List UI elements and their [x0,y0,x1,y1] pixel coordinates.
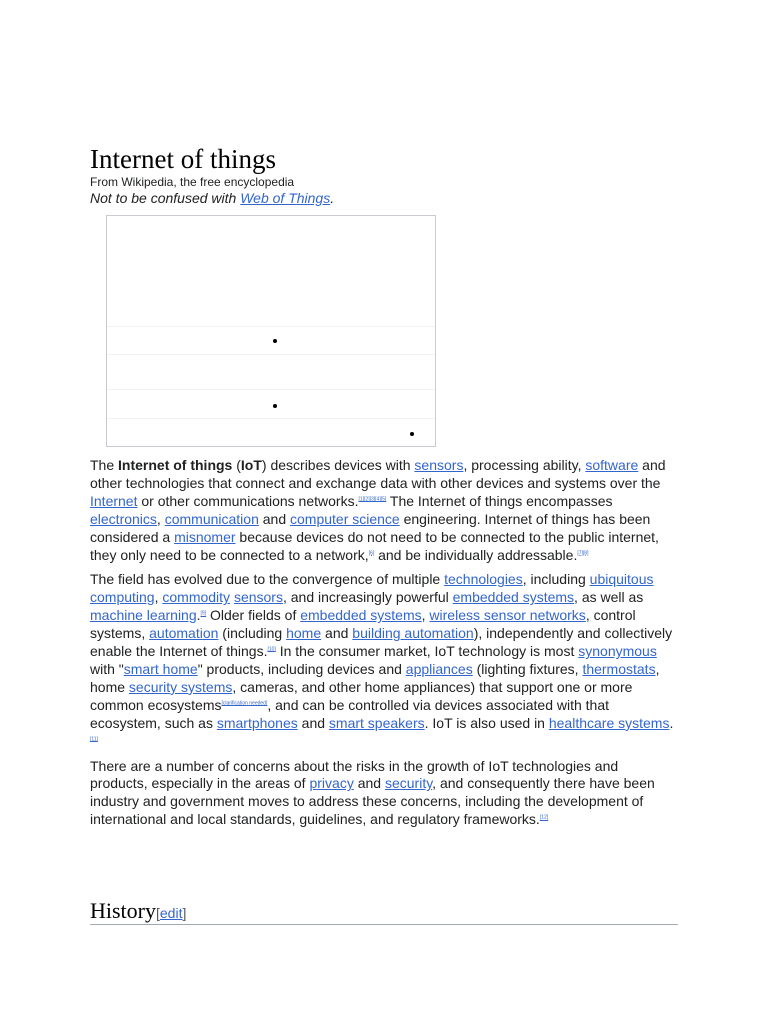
article-link[interactable]: computer science [290,510,400,527]
text-run: (including [218,625,287,642]
article-link[interactable]: technologies [444,571,523,588]
text-run: ( [232,457,241,473]
bold-term: Internet of things [118,457,233,473]
hatnote-prefix: Not to be confused with [90,190,241,206]
hatnote [90,190,334,207]
text-run: , [156,510,165,527]
article-link[interactable]: electronics [90,510,157,527]
text-run: Older fields of [206,607,301,624]
image-dot [410,432,414,436]
text-run: The field has evolved due to the convergence of multiple [90,571,445,588]
footnote-reference[interactable]: [7][8] [577,549,589,556]
text-run: , including [522,571,590,588]
article-link[interactable]: ubiquitous computing [90,571,654,606]
article-link[interactable]: commodity [162,589,231,606]
image-dot [273,404,277,408]
article-link[interactable]: communication [164,510,259,527]
text-run: (lighting fixtures, [472,660,583,677]
infobox-image [106,215,436,447]
site-tagline: From Wikipedia, the free encyclopedia [90,175,295,189]
article-link[interactable]: smartphones [216,714,298,731]
text-run: and be individually addressable. [374,546,578,563]
paragraph [90,758,678,830]
text-run: and [297,714,329,731]
hatnote-link[interactable]: Web of Things [240,190,331,206]
text-run: or other communications networks. [137,492,359,509]
article-link[interactable]: Internet [90,492,138,509]
text-run: The Internet of things encompasses [386,492,613,509]
image-band [107,389,435,390]
edit-section-link[interactable]: edit [159,905,183,921]
article-link[interactable]: smart speakers [328,714,425,731]
article-link[interactable]: building automation [352,625,474,642]
article-link[interactable]: appliances [405,660,473,677]
image-dot [273,339,277,343]
article-link[interactable]: synonymous [578,643,657,660]
edit-bracket-open: [ [156,905,160,921]
edit-bracket-close: ] [182,905,187,921]
text-run: , and increasingly powerful [282,589,453,606]
article-link[interactable]: home [286,625,322,642]
text-run: , cameras, and other home appliances) that support one or more common ecosystems [90,678,633,713]
article-link[interactable]: privacy [309,775,354,792]
image-band [107,418,435,419]
article-link[interactable]: security [384,775,433,792]
footnote-reference[interactable]: [11] [90,735,98,742]
text-run: and [258,510,290,527]
article-link[interactable]: wireless sensor networks [429,607,586,624]
article-link[interactable]: sensors [233,589,283,606]
section-title: History [90,898,156,923]
footnote-reference[interactable]: [10] [267,646,276,653]
text-run: ) describes devices with [261,457,415,473]
text-run: " products, including devices and [197,660,406,677]
image-band [107,354,435,355]
text-run: ), independently and collectively enable the Internet of things. [90,625,673,660]
text-run: , as well as [574,589,644,606]
text-run: engineering. Internet of things has been considered a [90,510,651,545]
footnote-reference[interactable]: [9] [200,610,207,617]
text-run: with " [90,660,124,677]
text-run: The [90,457,119,473]
footnote-reference[interactable]: [12] [539,814,549,821]
edit-section [156,905,186,921]
footnote-reference[interactable]: [clarification needed] [221,700,268,707]
paragraph [90,571,678,750]
article-link[interactable]: embedded systems [300,607,422,624]
article-link[interactable]: security systems [128,678,233,695]
text-run: , control systems, [90,607,636,642]
text-run: and [353,775,385,792]
text-run: , and consequently there have been industry and government moves to address these concerns, including the development of international and local standards, guidelines, and regulatory frameworks. [90,775,655,828]
article-link[interactable]: sensors [414,457,464,473]
bold-term: IoT [240,457,262,473]
text-run: There are a number of concerns about the risks in the growth of IoT technologies and products, especially in the areas of [90,757,619,792]
text-run: because devices do not need to be connected to the public internet, they only need to be connected to a network, [90,528,659,563]
text-run: , [154,589,163,606]
page-title: Internet of things [90,144,276,174]
article-link[interactable]: healthcare systems [548,714,670,731]
article-body [90,457,678,836]
text-run: , and can be controlled via devices associated with that ecosystem, such as [90,696,610,731]
text-run: , [421,607,430,624]
footnote-reference[interactable]: [1][2][3][4][5] [358,496,387,503]
footnote-reference[interactable]: [6] [368,549,375,556]
text-run: . IoT is also used in [424,714,549,731]
text-run: and other technologies that connect and exchange data with other devices and systems over the [90,457,666,491]
image-band [107,326,435,327]
text-run: , processing ability, [463,457,586,473]
article-link[interactable]: smart home [123,660,198,677]
article-link[interactable]: software [585,457,639,473]
text-run: . [196,607,201,624]
text-run: . [669,714,674,731]
article-link[interactable]: misnomer [174,528,236,545]
article-link[interactable]: embedded systems [452,589,575,606]
text-run: In the consumer market, IoT technology is most [275,643,579,660]
text-run: and [321,625,353,642]
hatnote-suffix: . [330,190,335,206]
paragraph [90,457,678,564]
article-link[interactable]: automation [149,625,219,642]
text-run: , home [90,660,660,695]
article-link[interactable]: thermostats [582,660,656,677]
section-heading-history [90,898,678,925]
article-link[interactable]: machine learning [90,607,197,624]
